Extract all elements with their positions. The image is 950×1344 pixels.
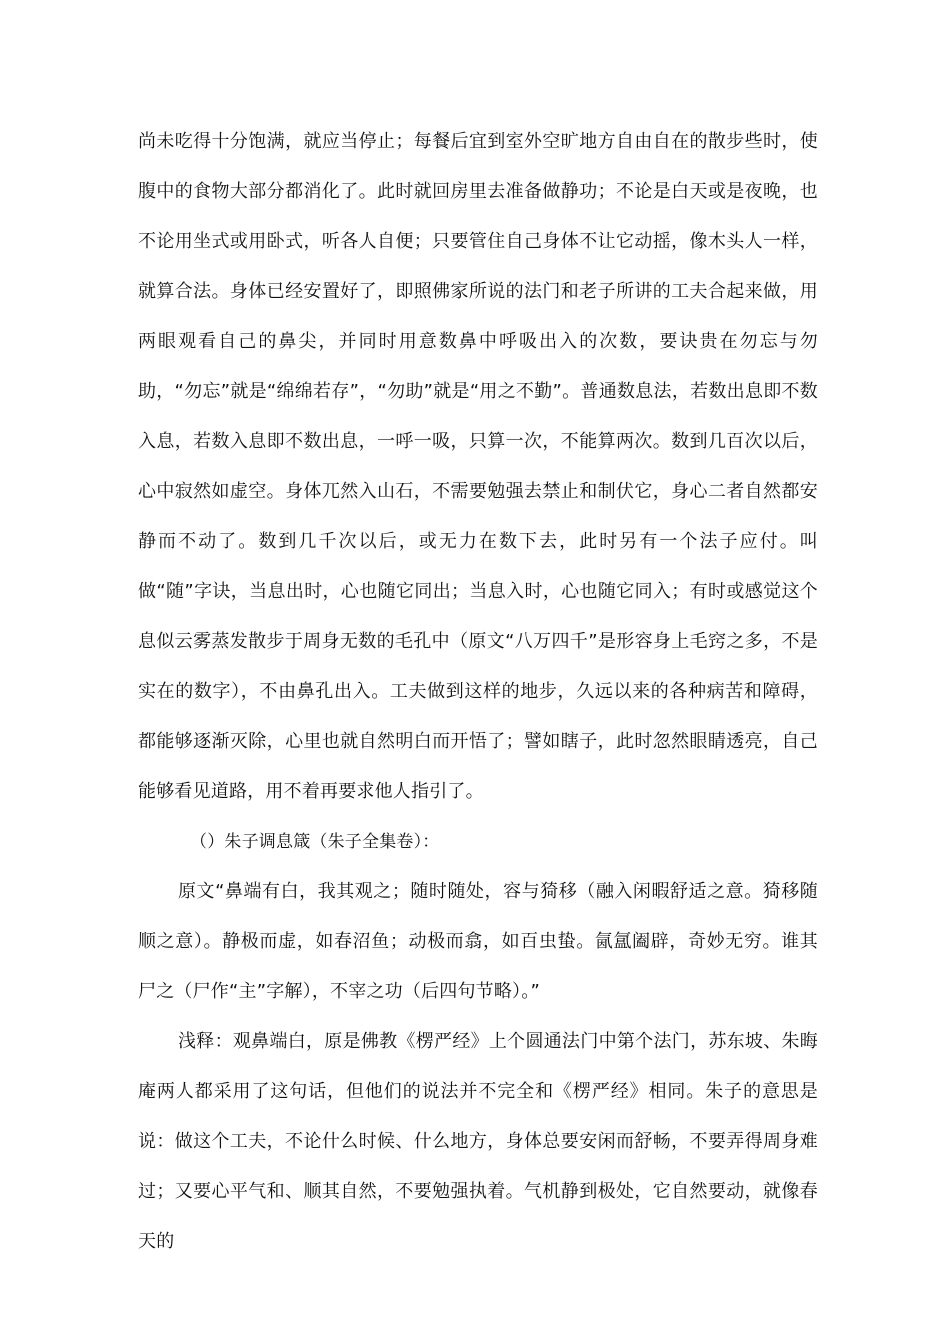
paragraph-explanation: 浅释：观鼻端白，原是佛教《楞严经》上个圆通法门中第个法门，苏东坡、朱晦庵两人都采用了这句话，但他们的说法并不完全和《楞严经》相同。朱子的意思是说：做这个工夫，不论什么时候、什么地方，身体总要安闲而舒畅，不要弄得周身难过；又要心平气和、顺其自然，不要勉强执着。气机静到极处，它自然要动，就像春天的 bbox=[138, 1031, 818, 1252]
section-heading-zhuzi: （）朱子调息箴（朱子全集卷）： bbox=[190, 832, 440, 852]
document-body bbox=[138, 117, 818, 1267]
paragraph-breathing-method: 尚未吃得十分饱满，就应当停止；每餐后宜到室外空旷地方自由自在的散步些时，使腹中的食物大部分都消化了。此时就回房里去准备做静功；不论是白天或是夜晚，也不论用坐式或用卧式，听各人自便；只要管住自己身体不让它动摇，像木头人一样，就算合法。身体已经安置好了，即照佛家所说的法门和老子所讲的工夫合起来做，用两眼观看自己的鼻尖，并同时用意数鼻中呼吸出入的次数，要诀贵在勿忘与勿助，“勿忘”就是“绵绵若存”，“勿助”就是“用之不勤”。普通数息法，若数出息即不数入息，若数入息即不数出息，一呼一吸，只算一次，不能算两次。数到几百次以后，心中寂然如虚空。身体兀然入山石，不需要勉强去禁止和制伏它，身心二者自然都安静而不动了。数到几千次以后，或无力在数下去，此时另有一个法子应付。叫做“随”字诀，当息出时，心也随它同出；当息入时，心也随它同入；有时或感觉这个息似云雾蒸发散步于周身无数的毛孔中（原文“八万四千”是形容身上毛窍之多，不是实在的数字），不由鼻孔出入。工夫做到这样的地步，久远以来的各种病苦和障碍，都能够逐渐灭除，心里也就自然明白而开悟了；譬如瞎子，此时忽然眼睛透亮，自己能够看见道路，用不着再要求他人指引了。 bbox=[138, 131, 818, 802]
paragraph-original-text: 原文“鼻端有白，我其观之；随时随处，容与猗移（融入闲暇舒适之意。猗移随顺之意）。静极而虚，如春沼鱼；动极而翕，如百虫蛰。氤氲阖辟，奇妙无穷。谁其尸之（尸作“主”字解），不宰之功（后四句节略）。” bbox=[138, 881, 818, 1002]
